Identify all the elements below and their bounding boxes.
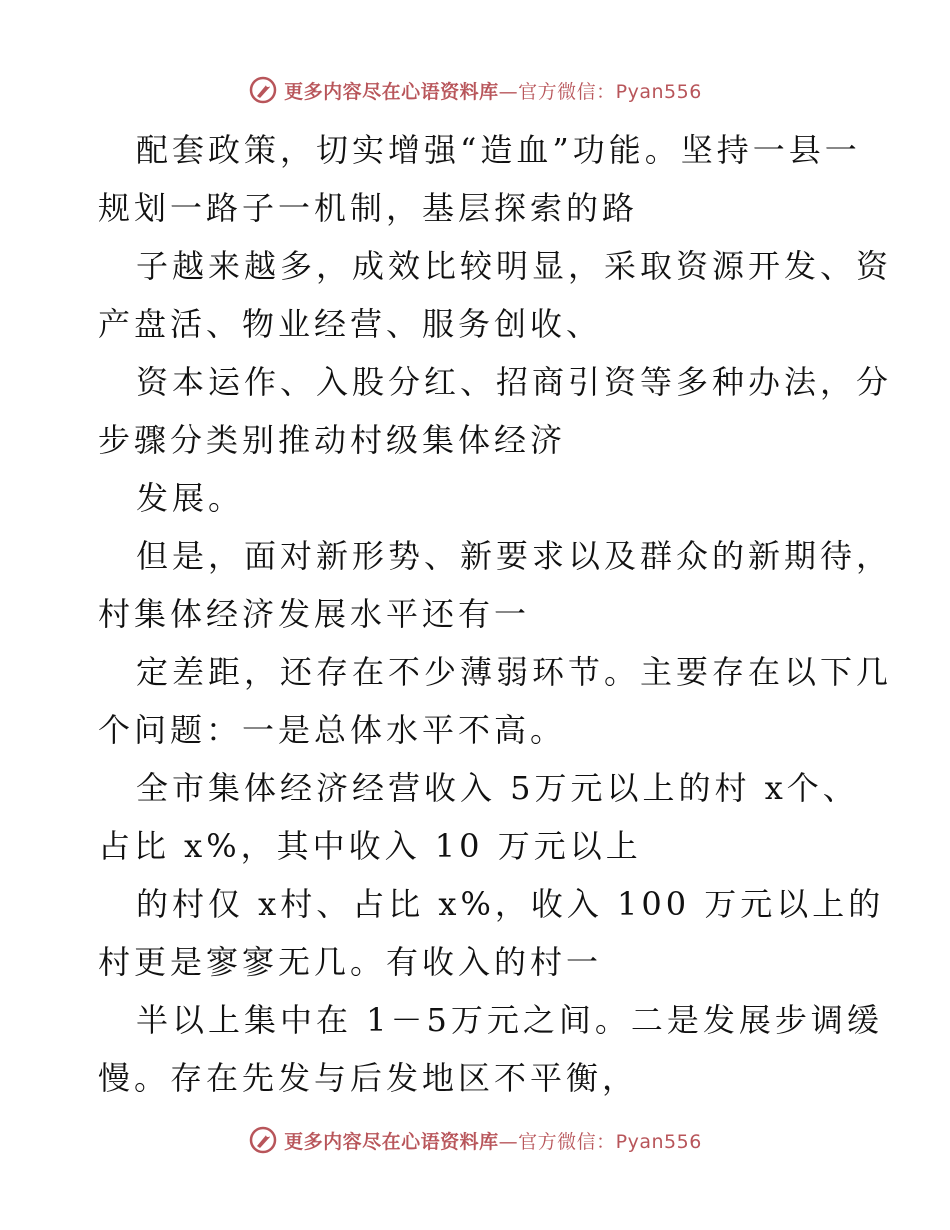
document-body	[98, 121, 893, 1107]
body-line: 但是，面对新形势、新要求以及群众的新期待，	[136, 537, 893, 575]
body-line: 产盘活、物业经营、服务创收、	[98, 305, 603, 343]
body-line: 村更是寥寥无几。有收入的村一	[98, 943, 603, 981]
watermark-text	[284, 77, 702, 104]
pen-nib-logo-icon	[248, 1125, 278, 1155]
body-line: 村集体经济发展水平还有一	[98, 595, 531, 633]
body-line: 步骤分类别推动村级集体经济	[98, 421, 567, 459]
watermark-header	[0, 70, 950, 110]
watermark-contact: 官方微信：Pyan556	[518, 80, 702, 103]
watermark-separator: —	[498, 1130, 519, 1153]
body-line: 发展。	[136, 479, 245, 517]
body-line: 个问题：一是总体水平不高。	[98, 711, 567, 749]
body-line: 规划一路子一机制，基层探索的路	[98, 189, 639, 227]
watermark-brand: 更多内容尽在心语资料库	[284, 80, 499, 103]
watermark-contact: 官方微信：Pyan556	[518, 1130, 702, 1153]
body-line: 全市集体经济经营收入 5万元以上的村 x个、	[136, 769, 859, 807]
body-line: 慢。存在先发与后发地区不平衡，	[98, 1059, 639, 1097]
body-line: 资本运作、入股分红、招商引资等多种办法，分	[136, 363, 893, 401]
pen-nib-logo-icon	[248, 75, 278, 105]
watermark-footer	[0, 1120, 950, 1160]
body-line: 半以上集中在 1－5万元之间。二是发展步调缓	[136, 1001, 883, 1039]
watermark-brand: 更多内容尽在心语资料库	[284, 1130, 499, 1153]
body-line: 定差距，还存在不少薄弱环节。主要存在以下几	[136, 653, 893, 691]
body-line: 的村仅 x村、占比 x%，收入 100 万元以上的	[136, 885, 885, 923]
body-line: 子越来越多，成效比较明显，采取资源开发、资	[136, 247, 893, 285]
body-line: 配套政策，切实增强“造血”功能。坚持一县一	[136, 131, 861, 169]
watermark-separator: —	[498, 80, 519, 103]
watermark-text	[284, 1127, 702, 1154]
body-line: 占比 x%，其中收入 10 万元以上	[98, 827, 642, 865]
